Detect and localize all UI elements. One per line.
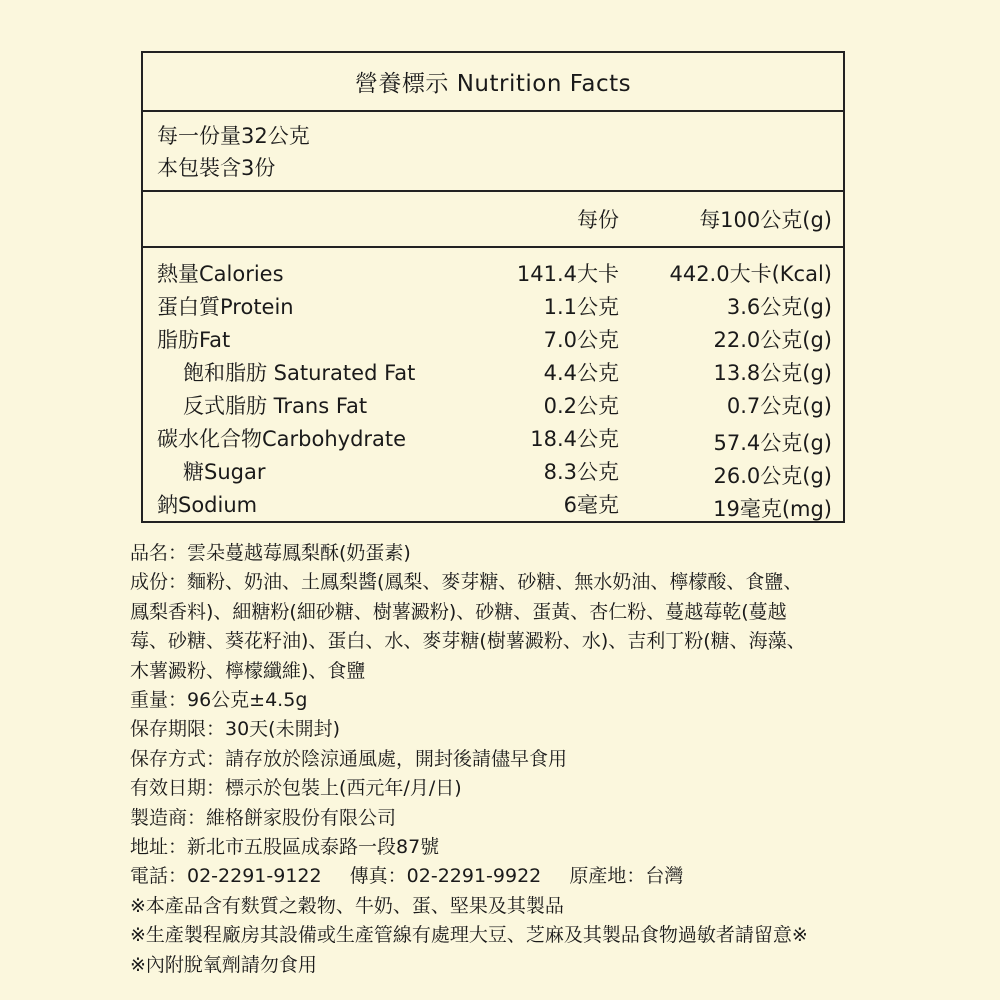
nutrient-per-serving: 8.3公克 [543, 460, 619, 484]
nutrient-name: 飽和脂肪 Saturated Fat [183, 361, 416, 385]
column-headers [143, 192, 843, 248]
address: 地址：新北市五股區成泰路一段87號 [130, 836, 440, 859]
nutrient-name: 碳水化合物Carbohydrate [157, 427, 407, 451]
col-per-100g: 每100公克(g) [699, 208, 832, 232]
nutrient-row-fat [143, 324, 843, 357]
servings-per-pack: 本包裝含3份 [157, 156, 276, 180]
contact-line [130, 862, 910, 891]
nutrient-per-serving: 6毫克 [563, 493, 619, 517]
nutrient-row-calories [143, 258, 843, 291]
ingredients-line: 木薯澱粉、檸檬纖維)、食鹽 [130, 659, 366, 682]
nutrient-row-sodium [143, 489, 843, 522]
nutrient-name: 鈉Sodium [157, 493, 258, 517]
nutrient-rows [143, 248, 843, 522]
nutrient-per-100g: 442.0大卡(Kcal) [669, 262, 832, 286]
nutrient-per-100g: 26.0公克(g) [713, 464, 832, 488]
allergen-note: ※本產品含有麩質之穀物、牛奶、蛋、堅果及其製品 [130, 894, 564, 917]
nutrient-name: 熱量Calories [157, 262, 284, 286]
storage-method: 保存方式：請存放於陰涼通風處，開封後請儘早食用 [130, 747, 568, 770]
deoxidizer-note: ※內附脫氧劑請勿食用 [130, 953, 317, 976]
nutrient-name: 反式脂肪 Trans Fat [183, 394, 368, 418]
product-info [130, 539, 910, 980]
nutrient-name: 糖Sugar [183, 460, 266, 484]
nutrient-per-100g: 22.0公克(g) [713, 328, 832, 352]
serving-size: 每一份量32公克 [157, 124, 310, 148]
expiry-date: 有效日期：標示於包裝上(西元年/月/日) [130, 777, 462, 800]
nutrient-per-serving: 18.4公克 [530, 427, 619, 451]
nutrient-per-serving: 4.4公克 [543, 361, 619, 385]
col-per-serving: 每份 [577, 208, 619, 232]
weight: 重量：96公克±4.5g [130, 689, 308, 712]
nutrient-per-100g: 13.8公克(g) [713, 361, 832, 385]
nutrient-per-100g: 19毫克(mg) [713, 497, 832, 521]
nutrient-per-serving: 0.2公克 [543, 394, 619, 418]
origin: 原產地：台灣 [569, 865, 684, 888]
nutrient-per-serving: 1.1公克 [543, 295, 619, 319]
nutrient-per-100g: 57.4公克(g) [713, 431, 832, 455]
manufacturer: 製造商：維格餅家股份有限公司 [130, 806, 397, 829]
nutrient-row-saturated-fat [143, 357, 843, 390]
nutrition-facts-table [141, 51, 845, 523]
nutrient-row-trans-fat [143, 390, 843, 423]
nutrient-name: 蛋白質Protein [157, 295, 294, 319]
nutrition-title: 營養標示 Nutrition Facts [143, 53, 843, 112]
fax: 傳真：02-2291-9922 [349, 865, 542, 888]
nutrient-per-serving: 141.4大卡 [516, 262, 619, 286]
allergen-note: ※生產製程廠房其設備或生產管線有處理大豆、芝麻及其製品食物過敏者請留意※ [130, 924, 808, 947]
ingredients-line: 莓、砂糖、葵花籽油)、蛋白、水、麥芽糖(樹薯澱粉、水)、吉利丁粉(糖、海藻、 [130, 630, 806, 653]
shelf-life: 保存期限：30天(未開封) [130, 718, 341, 741]
nutrient-per-100g: 0.7公克(g) [726, 394, 832, 418]
phone: 電話：02-2291-9122 [130, 865, 322, 888]
nutrient-row-sugar [143, 456, 843, 489]
serving-info [143, 112, 843, 192]
nutrient-row-carbohydrate [143, 423, 843, 456]
ingredients-line: 鳳梨香料)、細糖粉(細砂糖、樹薯澱粉)、砂糖、蛋黃、杏仁粉、蔓越莓乾(蔓越 [130, 600, 787, 623]
nutrient-per-100g: 3.6公克(g) [726, 295, 832, 319]
nutrient-name: 脂肪Fat [157, 328, 231, 352]
product-name: 品名：雲朵蔓越莓鳳梨酥(奶蛋素) [130, 542, 411, 564]
nutrient-per-serving: 7.0公克 [543, 328, 619, 352]
nutrient-row-protein [143, 291, 843, 324]
ingredients-line: 成份：麵粉、奶油、土鳳梨醬(鳳梨、麥芽糖、砂糖、無水奶油、檸檬酸、食鹽、 [130, 571, 803, 594]
